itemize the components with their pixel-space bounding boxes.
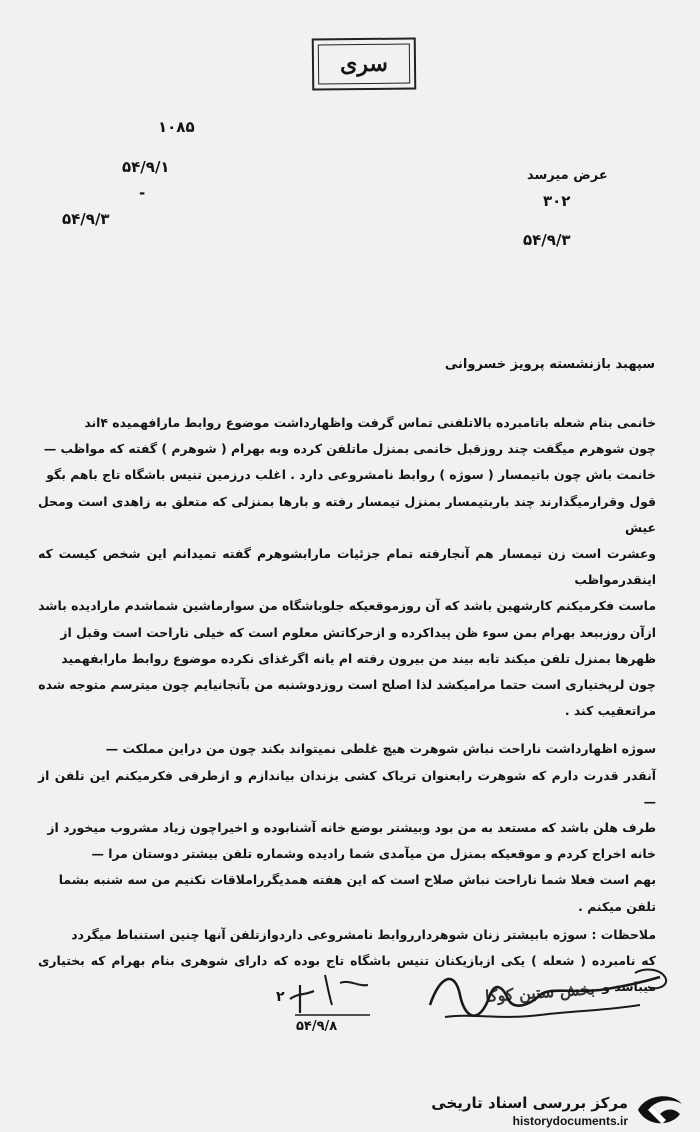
body-line: چون شوهرم میگفت چند روزقبل خانمی بمنزل ماتلفن کرده وبه بهرام ( شوهرم ) گفته که مواظب — xyxy=(43,441,656,457)
document-number: ۱۰۸۵ xyxy=(158,118,195,136)
body-line: سوژه اظهارداشت ناراحت نباش شوهرت هیچ غلطی نمیتواند بکند چون من دراین مملکت — xyxy=(105,741,656,757)
body-line: قول وقرارمیگذارند چند باربتیمسار بمنزل تیمسار رفته و بارها بمنزلی که متعلق به زاهدی است ومحل عیش xyxy=(38,493,656,535)
body-line: وعشرت است زن تیمسار هم آنجارفته تمام جزئیات مارابشوهرم گفته تمیدانم این شخص کیست که اینقدرمواظب xyxy=(38,546,656,588)
body-line: خانمی بنام شعله باتامبرده بالاتلفنی تماس گرفت واظهارداشت موضوع روابط مارافهمیده ۴اند xyxy=(84,415,656,430)
note-line: ملاحظات : سوژه بابیشتر زنان شوهردارروابط نامشروعی داردوازتلفن آنها چنین استنباط میگردد xyxy=(71,926,656,942)
report-label: عرض میرسد xyxy=(527,168,608,183)
archive-title: مرکز بررسی اسناد تاریخی xyxy=(431,1094,628,1112)
body-line: ازآن روزببعد بهرام بمن سوء ظن پیداکرده و ازحرکاتش معلوم است که خیلی ناراحت است وقبل از xyxy=(60,624,656,640)
signature-block xyxy=(240,965,680,1045)
body-line: ماست فکرمیکنم کارشهین باشد که آن روزموقعیکه جلوباشگاه من سوارماشین شماشدم مارادیده باشد xyxy=(38,598,656,614)
body-line: چون لرپختیاری است حتما مرامیکشد لذا اصلح است روزدوشنبه من بآنجانیایم چون میترسم متوجه شده xyxy=(38,677,656,693)
body-line: طرف هلن باشد که مستعد به من بود وبیشتر بوضع خانه آشنابوده و اخیراچون زیاد مشروب میخورد از xyxy=(47,820,656,836)
handwritten-date: ۵۴/۹/۸ xyxy=(296,1019,338,1034)
body-line: ظهرها بمنزل تلفن میکند تابه بیند من بیرون رفته ام یانه اگرغذای نکرده موضوع روابط مارابفهمید xyxy=(61,650,656,666)
date-right: ۵۴/۹/۳ xyxy=(523,231,571,249)
body-line: مراتعقیب کند . xyxy=(564,703,656,719)
classification-stamp xyxy=(312,37,417,90)
archive-logo-icon xyxy=(632,1090,688,1130)
body-line: خانه اخراج کردم و موقعیکه بمنزل من میآمدی شما رادیده وشماره تلفن بیشتر دوستان مرا — xyxy=(91,846,656,862)
date-left-1: ۵۴/۹/۱ xyxy=(122,158,170,176)
signature-text: بخش ستین کوکا xyxy=(484,979,596,1006)
body-line: آنقدر قدرت دارم که شوهرت رابعنوان تریاک کشی بزندان بیاندازم و ازطرفی فکرمیکنم این تلفن از — xyxy=(38,767,656,809)
body-line: خانمت باش چون باتیمسار ( سوژه ) روابط نامشروعی دارد . اغلب درزمین تنیس باشگاه تاج باهم بگو xyxy=(46,467,656,483)
archive-watermark xyxy=(420,1088,700,1132)
classification-label: سری xyxy=(318,44,410,85)
dash-mark: - xyxy=(139,184,147,202)
addressee: سپهبد بازنشسته پرویز خسروانی xyxy=(444,357,655,372)
body-line: بهم است فعلا شما ناراحت نباش صلاح است که این هفته همدیگرراملاقات نکنیم من سه شنبه بشما xyxy=(58,872,656,888)
archive-url: historydocuments.ir xyxy=(512,1114,628,1128)
date-left-2: ۵۴/۹/۳ xyxy=(62,210,110,228)
handwritten-initials: ۲ xyxy=(276,989,285,1005)
report-number: ۳۰۲ xyxy=(543,192,571,210)
body-line: تلفن میکنم . xyxy=(578,898,656,914)
note-line: که نامبرده ( شعله ) یکی ازبازیکنان تنیس باشگاه تاج بوده که دارای شوهری بنام بهرام که بختیاری میباشد و xyxy=(38,953,656,995)
report-body xyxy=(38,410,656,1000)
